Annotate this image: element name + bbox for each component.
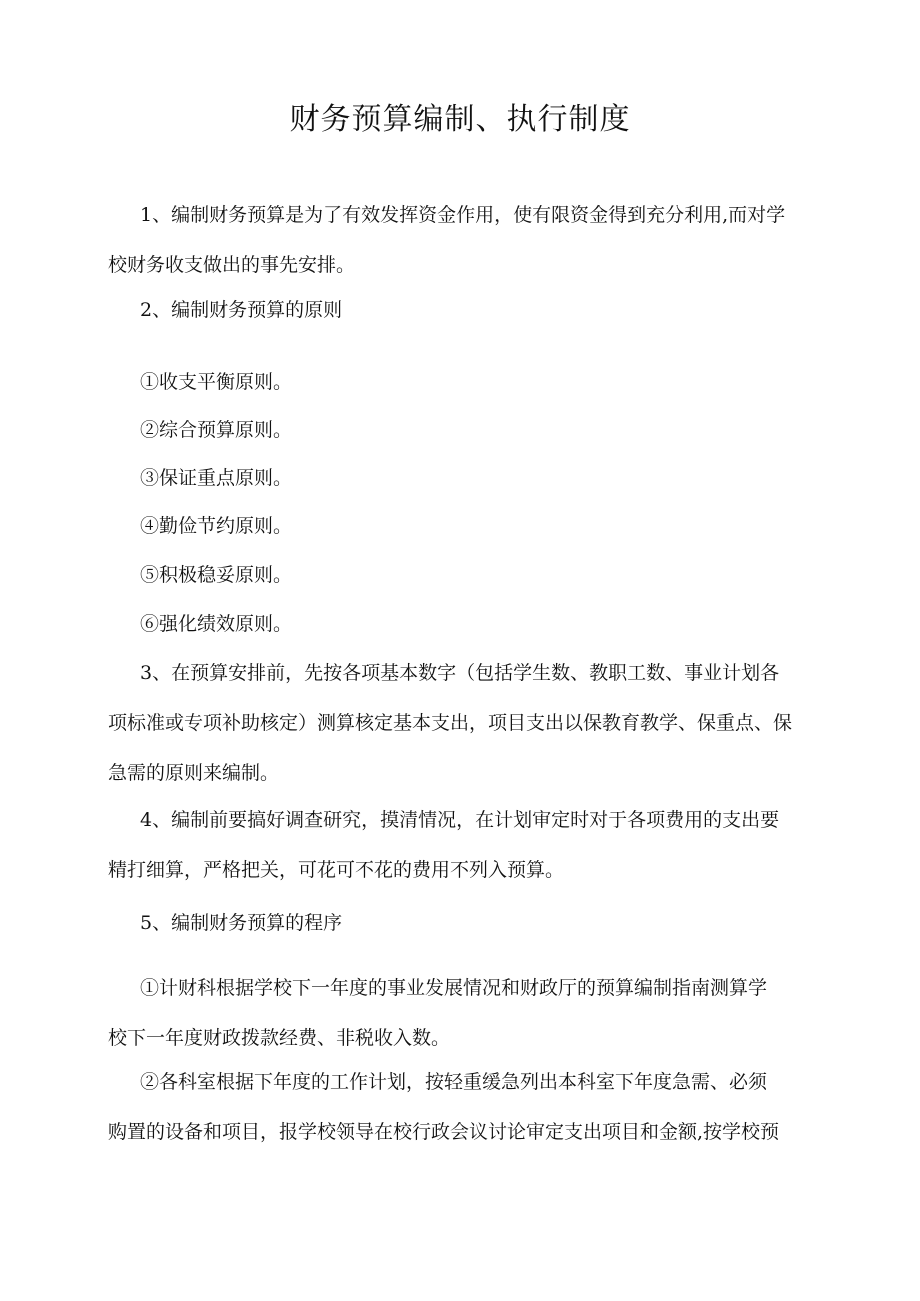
paragraph-5-heading	[140, 898, 820, 948]
principle-item-3	[140, 453, 820, 503]
paragraph-line: ④勤俭节约原则。	[140, 515, 293, 537]
paragraph-2-heading	[140, 285, 820, 335]
paragraph-line: ②综合预算原则。	[140, 419, 293, 441]
principle-item-6	[140, 599, 820, 649]
paragraph-line: 4、编制前要搞好调查研究，摸清情况，在计划审定时对于各项费用的支出要	[140, 809, 780, 831]
paragraph-line: 校财务收支做出的事先安排。	[108, 254, 356, 276]
paragraph-line: ①收支平衡原则。	[140, 371, 293, 393]
paragraph-1	[108, 190, 820, 290]
paragraph-line: 项标准或专项补助核定）测算核定基本支出，项目支出以保教育教学、保重点、保	[108, 712, 793, 734]
paragraph-4	[108, 795, 820, 895]
document-title: 财务预算编制、执行制度	[289, 102, 631, 137]
paragraph-3	[108, 648, 820, 798]
paragraph-line: ③保证重点原则。	[140, 467, 293, 489]
paragraph-line: 1、编制财务预算是为了有效发挥资金作用，使有限资金得到充分利用,而对学	[140, 204, 786, 226]
paragraph-line: 3、在预算安排前，先按各项基本数字（包括学生数、教职工数、事业计划各	[140, 662, 780, 684]
principle-item-1	[140, 357, 820, 407]
paragraph-line: 2、编制财务预算的原则	[140, 299, 343, 321]
procedure-item-1	[108, 963, 820, 1063]
paragraph-line: 5、编制财务预算的程序	[140, 912, 343, 934]
principle-item-2	[140, 405, 820, 455]
paragraph-line: ⑤积极稳妥原则。	[140, 564, 293, 586]
paragraph-line: 精打细算，严格把关，可花可不花的费用不列入预算。	[108, 859, 565, 881]
paragraph-line: ②各科室根据下年度的工作计划，按轻重缓急列出本科室下年度急需、必须	[140, 1071, 768, 1093]
principle-item-4	[140, 501, 820, 551]
paragraph-line: 急需的原则来编制。	[108, 762, 280, 784]
principle-item-5	[140, 550, 820, 600]
procedure-item-2	[108, 1057, 820, 1157]
paragraph-line: 购置的设备和项目，报学校领导在校行政会议讨论审定支出项目和金额,按学校预	[108, 1121, 780, 1143]
paragraph-line: ①计财科根据学校下一年度的事业发展情况和财政厅的预算编制指南测算学	[140, 977, 768, 999]
paragraph-line: ⑥强化绩效原则。	[140, 613, 293, 635]
paragraph-line: 校下一年度财政拨款经费、非税收入数。	[108, 1027, 451, 1049]
